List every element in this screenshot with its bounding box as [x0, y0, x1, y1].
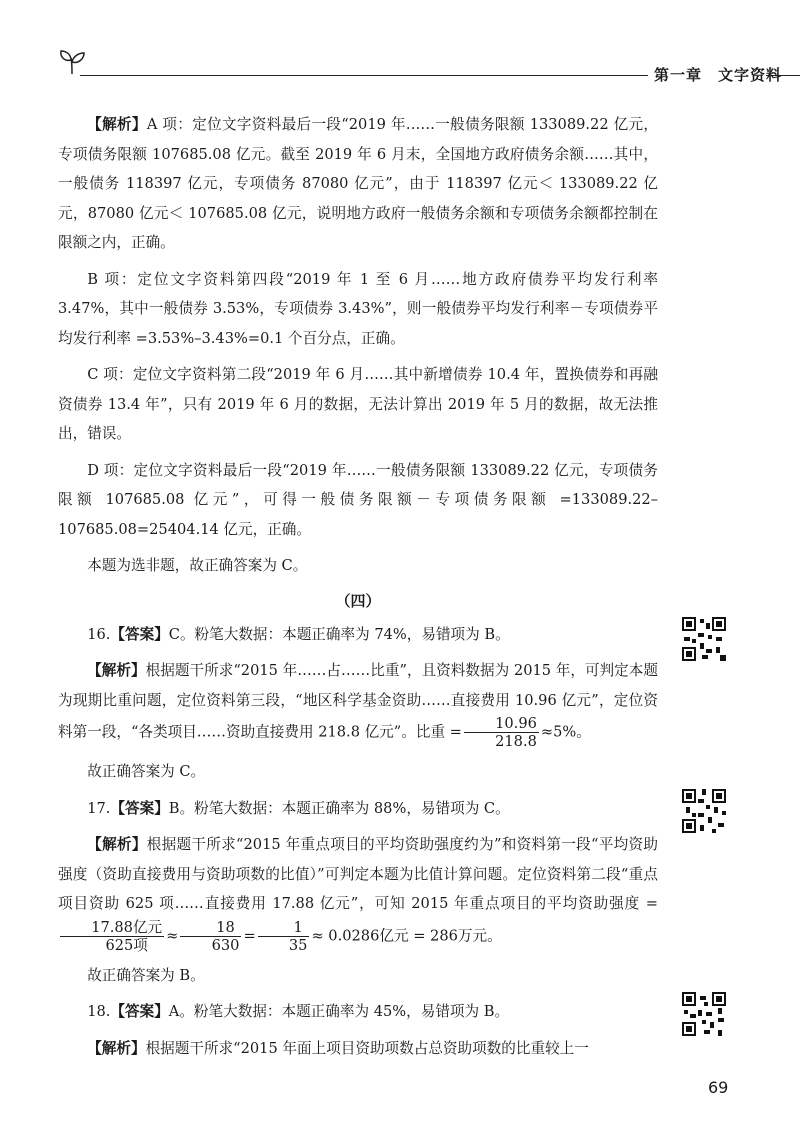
approx-sign: ≈	[166, 927, 179, 944]
answer-label: 【答案】	[110, 1003, 169, 1020]
fraction-denominator: 625项	[105, 936, 148, 954]
q17-answer-text: B。粉笔大数据：本题正确率为 88%，易错项为 C。	[168, 799, 510, 817]
answer-label: 【答案】	[110, 625, 169, 643]
paragraph-b: B 项：定位文字资料第四段“2019 年 1 至 6 月……地方政府债券平均发行利率 3.47%，其中一般债券 3.53%，专项债券 3.43%”，则一般债券平均发行利率－专项债券平均发行利率 =3.53%–3.43%=0.1 个百分点，正确。	[58, 270, 658, 347]
paragraph-conclusion: 本题为选非题，故正确答案为 C。	[87, 557, 308, 574]
q16-answer	[58, 620, 658, 650]
q17-analysis	[58, 830, 658, 954]
fraction-numerator: 17.88亿元	[60, 919, 164, 937]
q18-answer-text: A。粉笔大数据：本题正确率为 45%，易错项为 B。	[168, 1003, 510, 1020]
qr-code-q17[interactable]	[680, 787, 728, 835]
header-rule-right	[766, 75, 800, 76]
fraction-denominator: 218.8	[495, 733, 537, 750]
analysis-label: 【解析】	[87, 1039, 146, 1057]
leaf-icon	[58, 48, 88, 78]
q17-analysis-text: 根据题干所求“2015 年重点项目的平均资助强度约为”和资料第一段“平均资助强度（资助直接费用与资助项数的比值）”可判定本题为比值计算问题。定位资料第二段“重点项目资助 625 项……直接费用 17.88 亿元”，可知 2015 年重点项目的平均资助强度 =	[58, 836, 658, 912]
q16-fraction	[464, 715, 539, 750]
q17-answer	[58, 794, 658, 824]
qr-code-q18[interactable]	[680, 990, 728, 1038]
q18-answer	[58, 997, 658, 1027]
equals-sign: =	[243, 927, 256, 944]
page-header	[58, 48, 800, 88]
q17-tail: ≈ 0.0286亿元 = 286万元。	[311, 927, 502, 944]
q17-fraction-3	[258, 919, 310, 954]
q16-analysis	[58, 656, 658, 750]
q17-fraction-1	[60, 919, 164, 954]
page-content	[58, 110, 658, 1070]
q16-answer-text: C。粉笔大数据：本题正确率为 74%，易错项为 B。	[168, 625, 510, 643]
fraction-numerator: 18	[180, 919, 241, 937]
analysis-label: 【解析】	[87, 116, 147, 133]
q18-analysis	[58, 1034, 658, 1064]
q16-conclusion: 故正确答案为 C。	[87, 763, 206, 780]
q17-conclusion: 故正确答案为 B。	[87, 966, 205, 984]
fraction-numerator: 10.96	[464, 715, 539, 733]
fraction-denominator: 35	[288, 936, 308, 954]
q18-analysis-text: 根据题干所求“2015 年面上项目资助项数占总资助项数的比重较上一	[145, 1039, 589, 1057]
answer-label: 【答案】	[110, 799, 169, 817]
page-number: 69	[708, 1078, 729, 1097]
q17-number: 17.	[87, 799, 111, 817]
fraction-denominator: 630	[211, 936, 240, 954]
q16-analysis-text: 根据题干所求“2015 年……占……比重”，且资料数据为 2015 年，可判定本题为现期比重问题，定位资料第三段，“地区科学基金资助……直接费用 10.96 亿元”，定位资料第一段，“各类项目……资助直接费用 218.8 亿元”。比重 =	[58, 662, 658, 741]
paragraph-a-text: A 项：定位文字资料最后一段“2019 年……一般债务限额 133089.22 亿元，专项债务限额 107685.08 亿元。截至 2019 年 6 月末，全国地方政府债务余额……其中，一般债务 118397 亿元，专项债务 87080 亿元”，由于 118397 亿元＜ 133089.22 亿元，87080 亿元＜ 107685.08 亿元，说明地方政府一般债务余额和专项债务余额都控制在限额之内，正确。	[58, 116, 658, 251]
paragraph-d: D 项：定位文字资料最后一段“2019 年……一般债务限额 133089.22 亿元，专项债务限额 107685.08 亿元”，可得一般债务限额－专项债务限额 =133089.22–107685.08=25404.14 亿元，正确。	[58, 461, 658, 538]
paragraph-c: C 项：定位文字资料第二段“2019 年 6 月……其中新增债券 10.4 年，置换债券和再融资债券 13.4 年”，只有 2019 年 6 月的数据，无法计算出 2019 年 5 月的数据，故无法推出，错误。	[58, 366, 658, 442]
chapter-title: 第一章 文字资料	[654, 66, 783, 84]
qr-code-q16[interactable]	[680, 615, 728, 663]
paragraph-a	[58, 110, 658, 258]
q18-number: 18.	[87, 1003, 111, 1020]
section-title: （四）	[335, 591, 381, 610]
q16-number: 16.	[87, 625, 111, 643]
header-rule-left	[80, 75, 648, 76]
fraction-numerator: 1	[258, 919, 310, 937]
q16-fraction-tail: ≈5%。	[540, 723, 591, 741]
analysis-label: 【解析】	[87, 662, 146, 679]
analysis-label: 【解析】	[87, 836, 147, 853]
q17-fraction-2	[180, 919, 241, 954]
